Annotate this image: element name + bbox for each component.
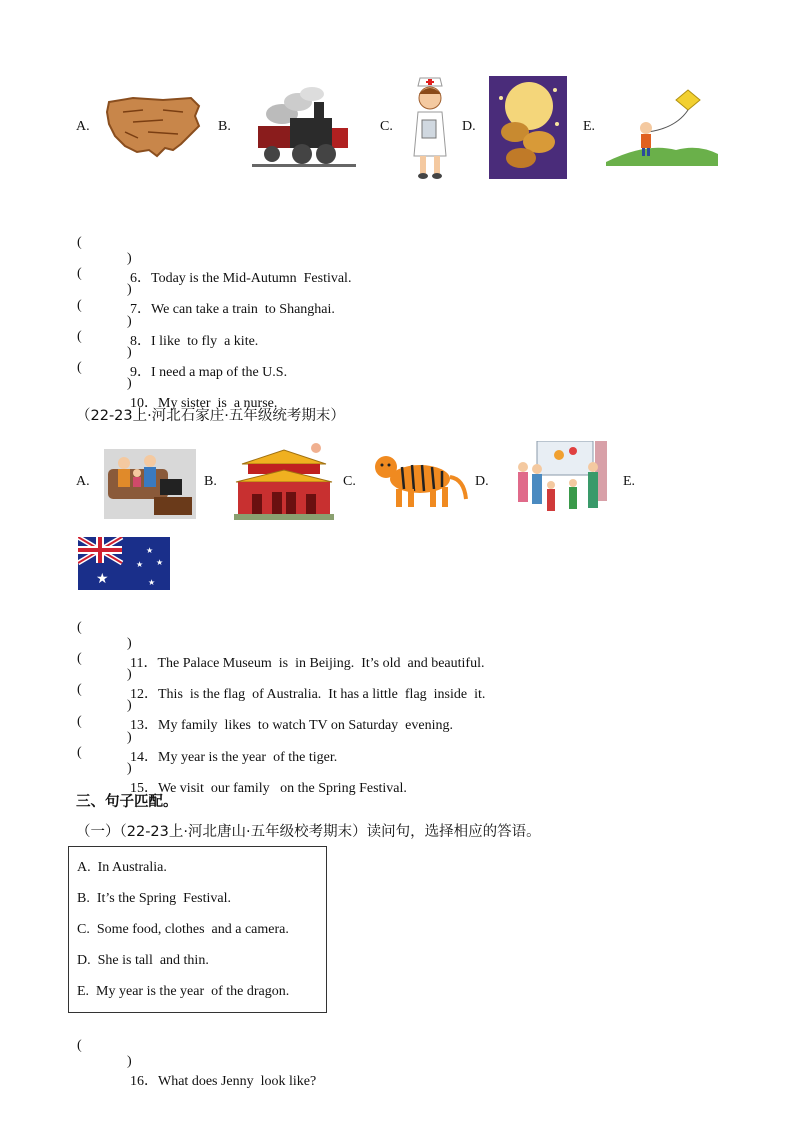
section-title: 三、句子匹配。 [76, 794, 178, 810]
option-label-a: A. [76, 119, 90, 134]
answer-paren-close: ) [127, 667, 132, 682]
option-label-d: D. [462, 119, 476, 134]
answer-paren-open: ( [77, 620, 82, 635]
answer-paren-close: ) [127, 251, 132, 266]
answer-paren-open: ( [77, 266, 82, 281]
answer-paren-open: ( [77, 329, 82, 344]
answer-paren-close: ) [127, 345, 132, 360]
question-text: 12．This is the flag of Australia. It has a little flag inside it. [130, 687, 486, 702]
palace-museum-icon [234, 440, 334, 522]
svg-text:★: ★ [146, 546, 154, 555]
answer-option-c: C. Some food, clothes and a camera. [77, 922, 289, 937]
kite-icon [606, 88, 718, 166]
answer-option-e: E. My year is the year of the dragon. [77, 984, 290, 999]
option-label-d: D. [475, 474, 489, 489]
svg-text:★: ★ [156, 558, 164, 567]
svg-text:★: ★ [96, 571, 109, 587]
answer-paren-open: ( [77, 235, 82, 250]
australia-flag-icon [78, 537, 170, 590]
answer-paren-close: ) [127, 1054, 132, 1069]
question-text: 9．I need a map of the U.S. [130, 365, 288, 380]
answer-paren-close: ) [127, 730, 132, 745]
option-label-b: B. [204, 474, 217, 489]
question-text: 16．What does Jenny look like? [130, 1074, 317, 1089]
answer-paren-close: ) [127, 314, 132, 329]
answer-paren-open: ( [77, 360, 82, 375]
answer-paren-open: ( [77, 651, 82, 666]
question-text: 13．My family likes to watch TV on Saturday evening. [130, 718, 453, 733]
mooncake-icon [489, 76, 567, 179]
answer-paren-open: ( [77, 745, 82, 760]
section-subtitle: （一）（22-23上·河北唐山·五年级校考期末）读问句，选择相应的答语。 [76, 824, 541, 840]
answer-paren-open: ( [77, 682, 82, 697]
question-16 [77, 1022, 377, 1089]
answer-paren-close: ) [127, 761, 132, 776]
answer-paren-close: ) [127, 376, 132, 391]
steam-train-icon [252, 84, 356, 172]
question-11 [77, 604, 537, 671]
question-text: 6．Today is the Mid-Autumn Festival. [130, 271, 352, 286]
question-text: 10．My sister is a nurse. [130, 396, 278, 411]
question-text: 15．We visit our family on the Spring Festival. [130, 781, 407, 796]
answer-options-box [68, 846, 327, 1013]
option-label-c: C. [343, 474, 356, 489]
source-note: （22-23上·河北石家庄·五年级统考期末） [76, 408, 345, 424]
question-text: 11．The Palace Museum is in Beijing. It’s old and beautiful. [130, 656, 485, 671]
answer-option-a: A. In Australia. [77, 860, 167, 875]
question-text: 8．I like to fly a kite. [130, 334, 259, 349]
option-label-a: A. [76, 474, 90, 489]
question-text: 7．We can take a train to Shanghai. [130, 302, 335, 317]
tiger-icon [372, 449, 470, 513]
option-label-c: C. [380, 119, 393, 134]
family-tv-icon [104, 449, 196, 519]
answer-option-b: B. It’s the Spring Festival. [77, 891, 231, 906]
answer-paren-close: ) [127, 698, 132, 713]
answer-paren-open: ( [77, 298, 82, 313]
option-label-e: E. [583, 119, 596, 134]
svg-text:★: ★ [148, 578, 156, 587]
svg-text:★: ★ [136, 560, 144, 569]
family-visit-icon [507, 441, 611, 523]
option-label-e: E. [623, 474, 636, 489]
answer-paren-open: ( [77, 1038, 82, 1053]
us-map-icon [103, 92, 203, 164]
question-6 [77, 219, 407, 286]
answer-option-d: D. She is tall and thin. [77, 953, 209, 968]
answer-paren-close: ) [127, 636, 132, 651]
nurse-icon [408, 76, 452, 180]
question-text: 14．My year is the year of the tiger. [130, 750, 338, 765]
answer-paren-close: ) [127, 282, 132, 297]
answer-paren-open: ( [77, 714, 82, 729]
option-label-b: B. [218, 119, 231, 134]
